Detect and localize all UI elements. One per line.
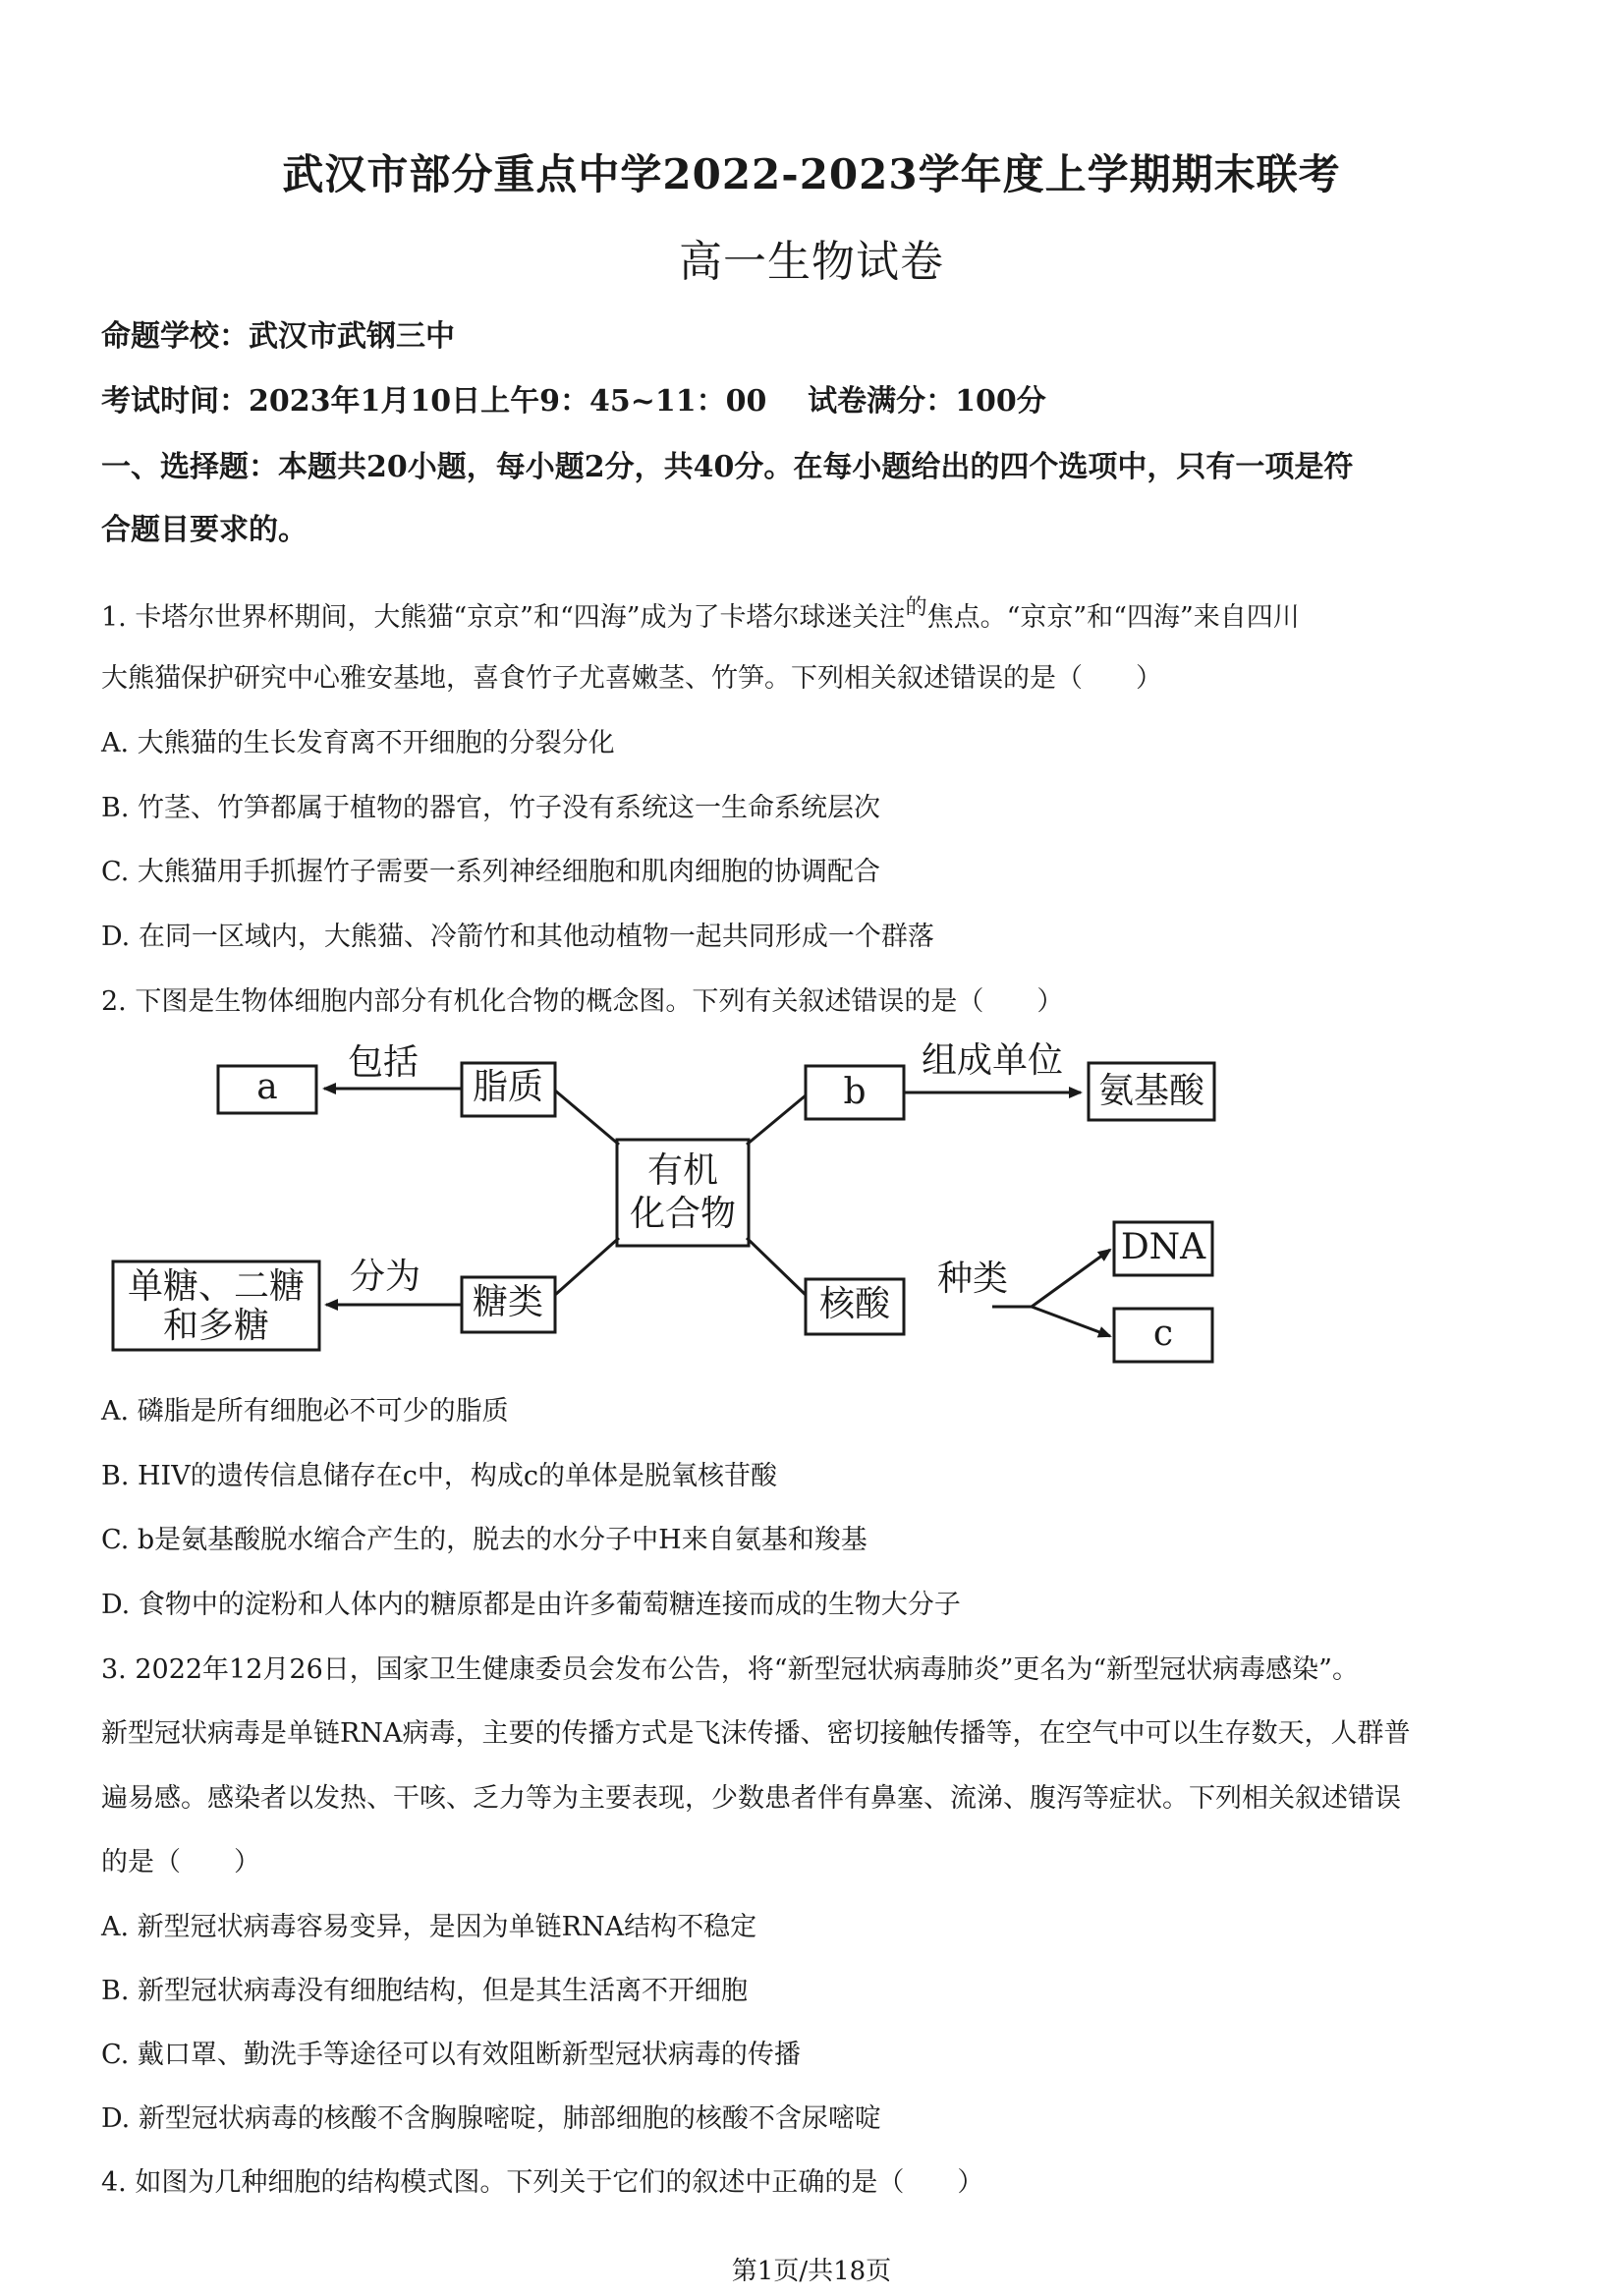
arrow-nucleic-c: [1032, 1307, 1110, 1336]
question-2-option-b: B. HIV的遗传信息储存在c中，构成c的单体是脱氧核苷酸: [101, 1461, 777, 1491]
arrow-nucleic-dna: [1032, 1250, 1110, 1307]
question-2-option-c: C. b是氨基酸脱水缩合产生的，脱去的水分子中H来自氨基和羧基: [101, 1525, 867, 1555]
exam-info: 考试时间：2023年1月10日上午9：45~11：00 试卷满分：100分: [101, 384, 1046, 419]
question-1-stem-part-b: 焦点。“京京”和“四海”来自四川: [926, 602, 1300, 633]
label-b: b: [843, 1072, 867, 1112]
label-center-line1: 有机: [646, 1150, 719, 1191]
label-sugar-types-line1: 单糖、二糖: [127, 1266, 306, 1307]
question-3-stem-line4: 的是（ ）: [101, 1847, 260, 1877]
question-3-option-c: C. 戴口罩、勤洗手等途径可以有效阻断新型冠状病毒的传播: [101, 2040, 801, 2070]
question-3-stem-line1: 3. 2022年12月26日，国家卫生健康委员会发布公告，将“新型冠状病毒肺炎”更名为“新型冠状病毒感染”。: [101, 1654, 1359, 1685]
question-3-option-b: B. 新型冠状病毒没有细胞结构，但是其生活离不开细胞: [101, 1976, 749, 2006]
question-2-option-a: A. 磷脂是所有细胞必不可少的脂质: [101, 1396, 509, 1427]
label-nucleic-edge: 种类: [936, 1259, 1009, 1299]
label-sugar-types-line2: 和多糖: [162, 1306, 270, 1346]
label-lipid: 脂质: [472, 1067, 544, 1107]
section-heading-line1: 一、选择题：本题共20小题，每小题2分，共40分。在每小题给出的四个选项中，只有一项是符: [101, 450, 1354, 484]
edge-center-lipid: [555, 1091, 619, 1145]
question-1-option-c: C. 大熊猫用手抓握竹子需要一系列神经细胞和肌肉细胞的协调配合: [101, 857, 880, 887]
exam-subtitle: 高一生物试卷: [679, 237, 944, 287]
question-3-option-d: D. 新型冠状病毒的核酸不含胸腺嘧啶，肺部细胞的核酸不含尿嘧啶: [101, 2103, 881, 2134]
page-number: 第1页/共18页: [731, 2257, 892, 2286]
label-center-line2: 化合物: [629, 1194, 737, 1234]
exam-school: 命题学校：武汉市武钢三中: [101, 319, 455, 354]
exam-title: 武汉市部分重点中学2022-2023学年度上学期期末联考: [282, 150, 1341, 198]
label-lipid-edge: 包括: [347, 1042, 420, 1083]
label-amino: 氨基酸: [1097, 1071, 1205, 1111]
label-b-edge: 组成单位: [921, 1041, 1064, 1081]
question-1-stem-line2: 大熊猫保护研究中心雅安基地，喜食竹子尤喜嫩茎、竹笋。下列相关叙述错误的是（ ）: [101, 663, 1162, 694]
question-3-option-a: A. 新型冠状病毒容易变异，是因为单链RNA结构不稳定: [101, 1912, 757, 1942]
question-1-stem-sup: 的: [905, 595, 927, 620]
label-nucleic: 核酸: [818, 1284, 891, 1324]
label-c: c: [1152, 1314, 1174, 1354]
question-2-option-d: D. 食物中的淀粉和人体内的糖原都是由许多葡萄糖连接而成的生物大分子: [101, 1590, 961, 1620]
section-heading-line2: 合题目要求的。: [101, 513, 308, 547]
concept-diagram: [108, 1041, 1238, 1375]
question-1-option-b: B. 竹茎、竹笋都属于植物的器官，竹子没有系统这一生命系统层次: [101, 793, 881, 823]
label-a: a: [256, 1067, 278, 1107]
label-dna: DNA: [1120, 1227, 1206, 1267]
edge-center-sugar: [555, 1238, 619, 1295]
label-sugar: 糖类: [472, 1282, 544, 1322]
edge-center-nucleic: [747, 1238, 806, 1295]
question-1-option-d: D. 在同一区域内，大熊猫、冷箭竹和其他动植物一起共同形成一个群落: [101, 922, 934, 952]
question-3-stem-line3: 遍易感。感染者以发热、干咳、乏力等为主要表现，少数患者伴有鼻塞、流涕、腹泻等症状。下列相关叙述错误: [101, 1783, 1401, 1814]
question-1-stem-part-a: 1. 卡塔尔世界杯期间，大熊猫“京京”和“四海”成为了卡塔尔球迷关注: [101, 602, 906, 633]
question-1-stem-line1: [101, 590, 1300, 634]
question-1-option-a: A. 大熊猫的生长发育离不开细胞的分裂分化: [101, 728, 615, 758]
question-4-stem: 4. 如图为几种细胞的结构模式图。下列关于它们的叙述中正确的是（ ）: [101, 2167, 984, 2198]
question-3-stem-line2: 新型冠状病毒是单链RNA病毒，主要的传播方式是飞沫传播、密切接触传播等，在空气中可以生存数天，人群普: [101, 1718, 1411, 1749]
question-2-stem: 2. 下图是生物体细胞内部分有机化合物的概念图。下列有关叙述错误的是（ ）: [101, 986, 1064, 1017]
edge-center-b: [747, 1095, 806, 1145]
label-sugar-edge: 分为: [349, 1257, 421, 1297]
